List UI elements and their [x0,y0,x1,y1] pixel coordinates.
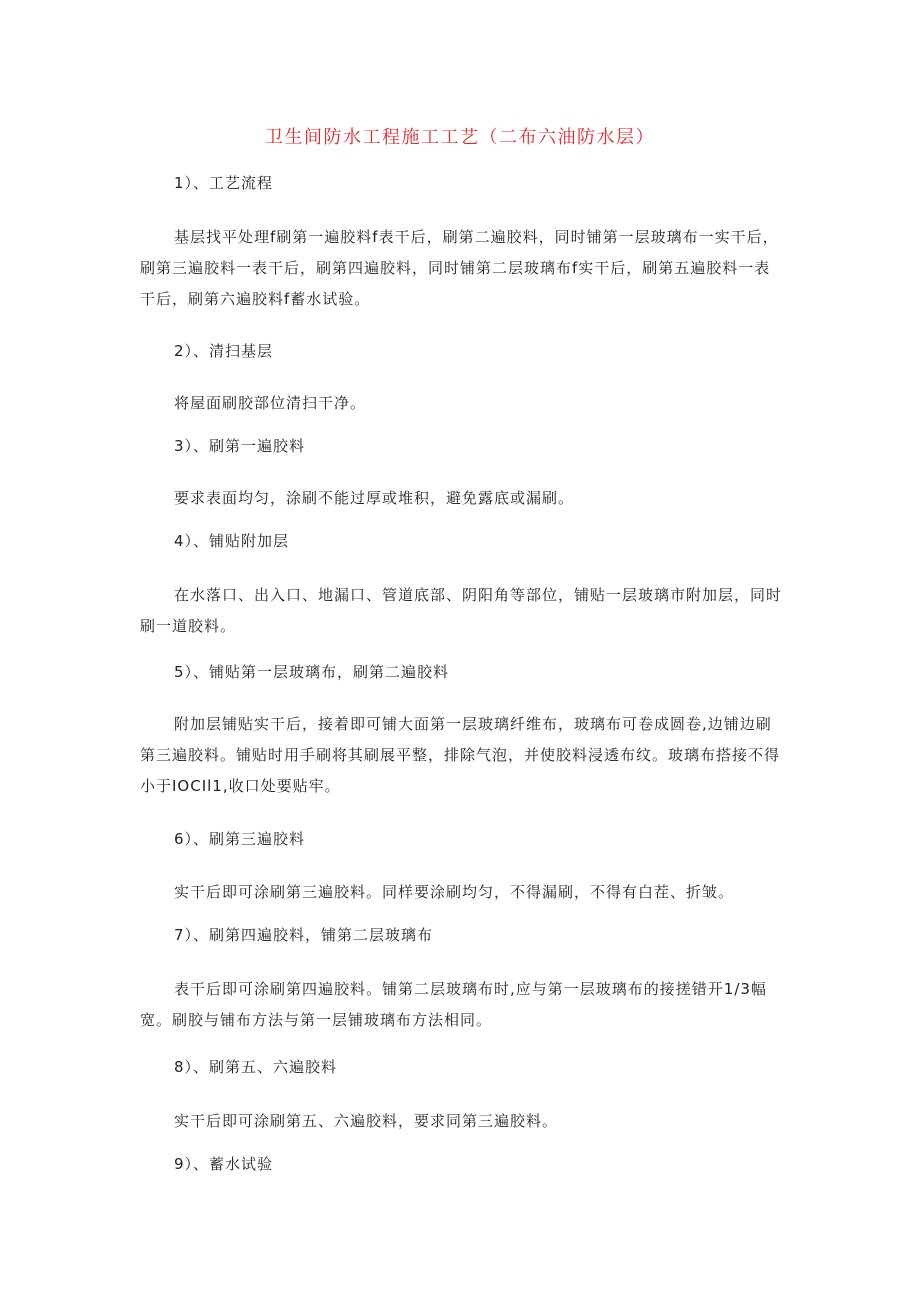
section-body-8 [140,1106,785,1137]
paragraph: 实干后即可涂刷第五、六遍胶料，要求同第三遍胶料。 [174,1112,559,1130]
section-body-3 [140,483,785,514]
section-heading-5: 5）、铺贴第一层玻璃布，刷第二遍胶料 [174,663,450,681]
section-body-7 [140,974,785,1036]
section-body-5 [140,709,785,802]
section-body-4 [140,580,785,642]
section-heading-8: 8）、刷第五、六遍胶料 [174,1058,338,1076]
section-heading-1: 1）、工艺流程 [174,174,274,192]
paragraph: 将屋面刷胶部位清扫干净。 [174,394,367,412]
paragraph: 基层找平处理f刷第一遍胶料f表干后，刷第二遍胶料，同时铺第一层玻璃布一实干后，刷第三遍胶料一表干后，刷第四遍胶料，同时铺第二层玻璃布f实干后，刷第五遍胶料一表干后，刷第六遍胶料f蓄水试验。 [140,228,779,308]
section-heading-7: 7）、刷第四遍胶料，铺第二层玻璃布 [174,926,434,944]
section-body-6 [140,877,785,908]
paragraph: 在水落口、出入口、地漏口、管道底部、阴阳角等部位，铺贴一层玻璃市附加层，同时刷一道胶料。 [140,586,783,635]
section-heading-9: 9）、蓄水试验 [174,1155,274,1173]
paragraph: 附加层铺贴实干后，接着即可铺大面第一层玻璃纤维布，玻璃布可卷成圆卷,边铺边刷第三遍胶料。铺贴时用手刷将其刷展平整，排除气泡，并使胶料浸透布纹。玻璃布搭接不得小于IOCIl1,收口处要贴牢。 [140,715,781,795]
section-heading-2: 2）、清扫基层 [174,342,274,360]
document-title: 卫生间防水工程施工工艺（二布六油防水层） [265,127,655,148]
paragraph: 要求表面均匀，涂刷不能过厚或堆积，避免露底或漏刷。 [174,489,575,507]
section-body-2 [140,388,785,419]
section-body-1 [140,222,785,315]
paragraph: 实干后即可涂刷第三遍胶料。同样要涂刷均匀，不得漏刷，不得有白茬、折皱。 [174,883,735,901]
paragraph: 表干后即可涂刷第四遍胶料。铺第二层玻璃布时,应与第一层玻璃布的接搓错开1/3幅宽。刷胶与铺布方法与第一层铺玻璃布方法相同。 [140,980,767,1029]
section-heading-6: 6）、刷第三遍胶料 [174,830,306,848]
section-heading-4: 4）、铺贴附加层 [174,532,290,550]
section-heading-3: 3）、刷第一遍胶料 [174,437,306,455]
